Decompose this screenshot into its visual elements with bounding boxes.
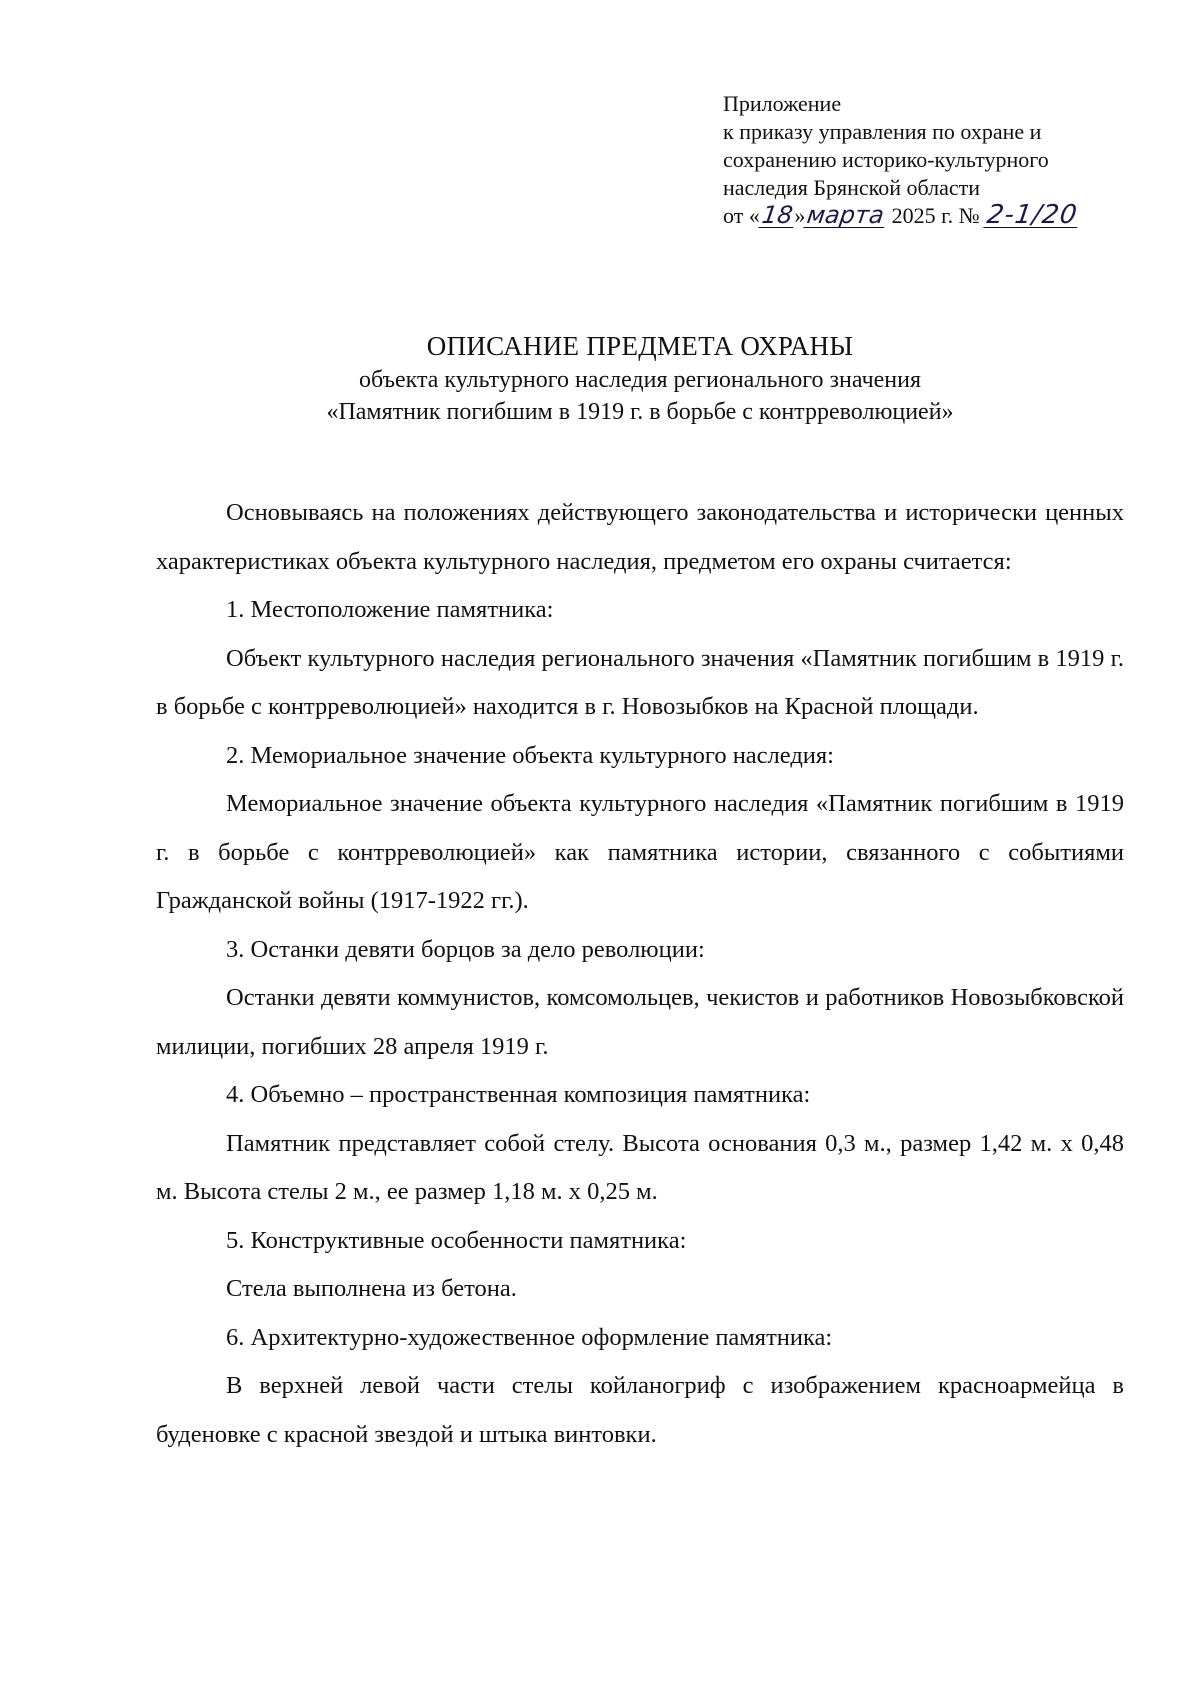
- section-heading: 1. Местоположение памятника:: [226, 596, 554, 623]
- appendix-order-line: к приказу управления по охране и: [723, 119, 1042, 144]
- section-text: Стела выполнена из бетона.: [226, 1275, 517, 1302]
- section-text: Останки девяти коммунистов, комсомольцев, чекистов и работников Новозыбковской милиции, погибших 28 апреля 1919 г.: [156, 984, 1124, 1060]
- section-heading: 2. Мемориальное значение объекта культурного наследия:: [226, 741, 834, 769]
- document-title: ОПИСАНИЕ ПРЕДМЕТА ОХРАНЫ: [426, 331, 854, 361]
- document-subtitle-object: «Памятник погибшим в 1919 г. в борьбе с контрреволюцией»: [326, 399, 954, 425]
- appendix-title: Приложение: [723, 91, 842, 116]
- appendix-order-line: сохранению историко-культурного: [723, 147, 1049, 172]
- handwritten-day: 18: [759, 201, 795, 229]
- section-text: В верхней левой части стелы койланогриф с изображением красноармейца в буденовке с красной звездой и штыка винтовки.: [156, 1372, 1124, 1448]
- appendix-date-line: [723, 202, 1163, 230]
- section-heading: 3. Останки девяти борцов за дело революции:: [226, 935, 705, 963]
- section-heading: 5. Конструктивные особенности памятника:: [226, 1226, 687, 1254]
- date-prefix: от «: [723, 203, 760, 228]
- section-text: Памятник представляет собой стелу. Высота основания 0,3 м., размер 1,42 м. х 0,48 м. Высота стелы 2 м., ее размер 1,18 м. х 0,25 м.: [156, 1129, 1124, 1205]
- handwritten-order-number: 2-1/20: [985, 200, 1080, 230]
- day-suffix: »: [794, 203, 806, 228]
- section-text: Объект культурного наследия регионального значения «Памятник погибшим в 1919 г. в борьбе с контрреволюцией» находится в г. Новозыбков на Красной площади.: [156, 644, 1124, 720]
- document-body: [156, 489, 1124, 1459]
- section-heading: 6. Архитектурно-художественное оформление памятника:: [226, 1323, 833, 1351]
- intro-paragraph: Основываясь на положениях действующего законодательства и исторически ценных характеристиках объекта культурного наследия, предметом его охраны считается:: [156, 499, 1124, 575]
- appendix-order-line: наследия Брянской области: [723, 175, 981, 200]
- section-text: Мемориальное значение объекта культурного наследия «Памятник погибшим в 1919 г. в борьбе с контрреволюцией» как памятника истории, связанного с событиями Гражданской войны (1917-1922 гг.).: [156, 790, 1124, 914]
- appendix-header: [723, 90, 1163, 230]
- handwritten-month: марта: [805, 201, 887, 229]
- document-subtitle: объекта культурного наследия регионального значения: [358, 367, 922, 393]
- year-text: 2025 г. №: [886, 203, 986, 228]
- section-heading: 4. Объемно – пространственная композиция памятника:: [226, 1081, 811, 1108]
- document-title-block: [150, 328, 1130, 428]
